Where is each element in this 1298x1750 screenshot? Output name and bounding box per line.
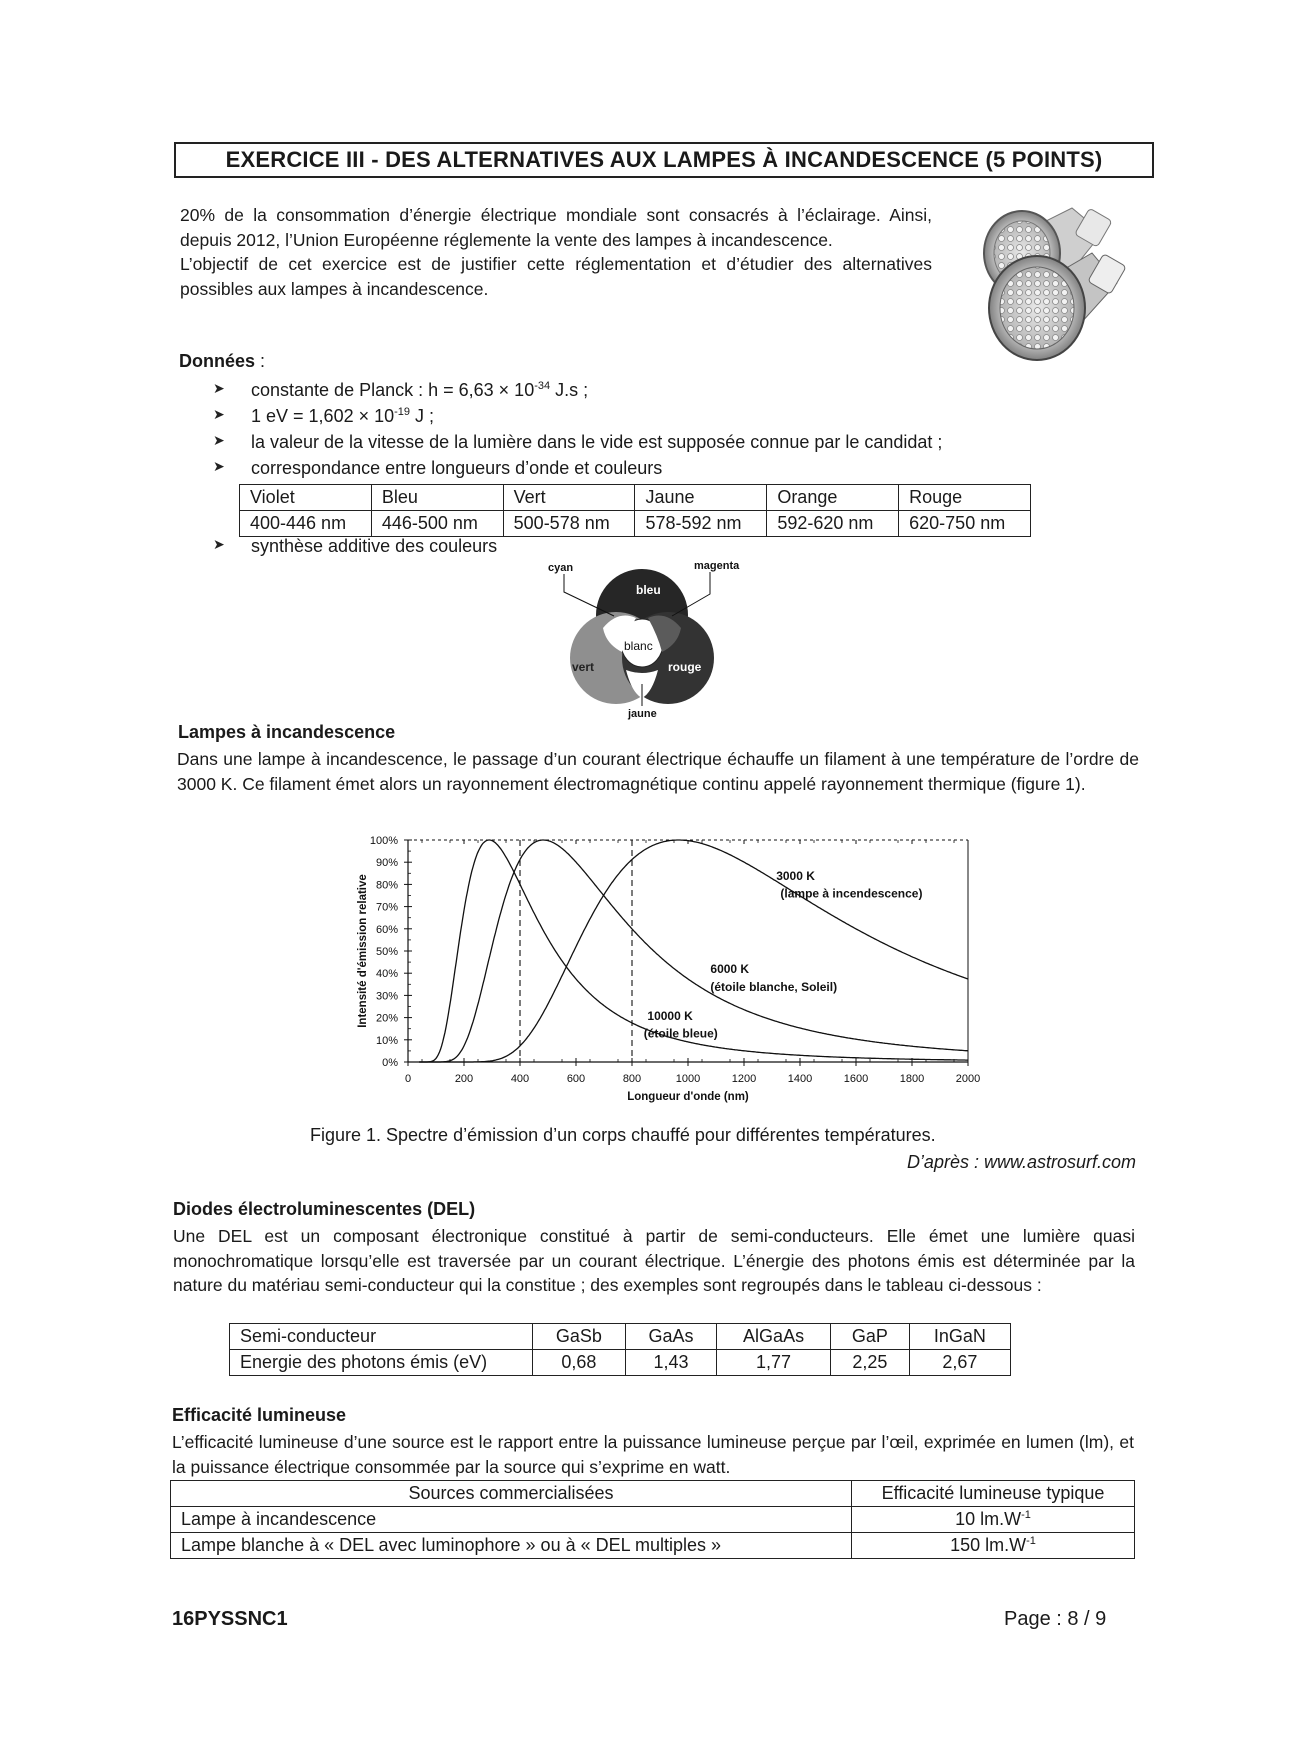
x-tick-label: 800 bbox=[622, 1073, 642, 1085]
table-cell: Lampe à incandescence bbox=[171, 1507, 852, 1533]
table-cell: GaSb bbox=[533, 1324, 626, 1350]
efficacite-text: L’efficacité lumineuse d’une source est le rapport entre la puissance lumineuse perçue par l’œil, exprimée en lumen (lm), et la puissance électrique consommée par la source qui s’exprime en watt. bbox=[172, 1432, 1134, 1477]
y-tick-label: 100% bbox=[369, 835, 398, 847]
y-axis-label: Intensité d'émission relative bbox=[357, 874, 369, 1028]
curve-sublabel: (lampe à incendescence) bbox=[780, 886, 923, 901]
table-cell: 578-592 nm bbox=[635, 511, 767, 537]
x-tick-label: 1000 bbox=[675, 1073, 701, 1085]
table-row bbox=[171, 1481, 1135, 1507]
table-cell: 1,77 bbox=[717, 1350, 831, 1376]
venn-label-rouge: rouge bbox=[668, 660, 702, 674]
table-cell: 500-578 nm bbox=[503, 511, 635, 537]
x-tick-label: 1200 bbox=[731, 1073, 757, 1085]
table-cell: 1,43 bbox=[625, 1350, 716, 1376]
arrow-bullet-icon: ➤ bbox=[213, 536, 225, 552]
curve-label: 6000 K bbox=[710, 962, 750, 977]
del-heading: Diodes électroluminescentes (DEL) bbox=[173, 1199, 476, 1219]
figure-caption: Figure 1. Spectre d’émission d’un corps chauffé pour différentes températures. bbox=[310, 1125, 936, 1145]
y-tick-label: 30% bbox=[375, 990, 398, 1003]
table-row-header: Energie des photons émis (eV) bbox=[230, 1350, 533, 1376]
donnees-heading bbox=[179, 351, 265, 372]
arrow-bullet-icon: ➤ bbox=[213, 406, 225, 422]
arrow-bullet-icon: ➤ bbox=[213, 458, 225, 474]
figure-source: D’après : www.astrosurf.com bbox=[906, 1152, 1136, 1172]
exercise-title: EXERCICE III - DES ALTERNATIVES AUX LAMPES À INCANDESCENCE (5 POINTS) bbox=[174, 142, 1154, 178]
table-cell: 2,67 bbox=[909, 1350, 1010, 1376]
intro-text bbox=[180, 203, 932, 301]
venn-label-magenta: magenta bbox=[694, 560, 740, 572]
synthese-text: synthèse additive des couleurs bbox=[251, 536, 498, 556]
table-header-sources: Sources commercialisées bbox=[171, 1481, 852, 1507]
x-tick-label: 1800 bbox=[899, 1073, 925, 1085]
y-tick-label: 70% bbox=[375, 901, 398, 914]
venn-label-vert: vert bbox=[572, 660, 595, 674]
y-tick-label: 90% bbox=[375, 857, 398, 870]
ev-unit: J ; bbox=[410, 406, 435, 426]
venn-label-cyan: cyan bbox=[548, 562, 574, 574]
additive-synthesis-diagram bbox=[540, 558, 770, 722]
incandescence-heading: Lampes à incandescence bbox=[178, 722, 396, 742]
ev-exponent: -19 bbox=[394, 406, 411, 418]
y-tick-label: 80% bbox=[375, 879, 398, 892]
table-row bbox=[171, 1533, 1135, 1559]
light-speed-text: la valeur de la vitesse de la lumière dans le vide est supposée connue par le candidat ; bbox=[251, 432, 943, 452]
chart-labels bbox=[357, 835, 980, 1103]
x-tick-label: 400 bbox=[510, 1073, 530, 1085]
color-wavelength-table bbox=[239, 484, 1031, 537]
intro-paragraph-1: 20% de la consommation d’énergie électrique mondiale sont consacrés à l’éclairage. Ainsi, depuis 2012, l’Union Européenne réglemente la vente des lampes à incandescence. bbox=[180, 205, 932, 250]
donnees-heading-label: Données bbox=[179, 351, 256, 371]
table-cell: 10 $lm.W^{-1}$ bbox=[852, 1507, 1135, 1533]
x-tick-label: 200 bbox=[454, 1073, 474, 1085]
table-cell: Lampe blanche à « DEL avec luminophore » ou à « DEL multiples » bbox=[171, 1533, 852, 1559]
donnees-heading-colon: : bbox=[255, 351, 266, 371]
table-cell: Orange bbox=[767, 485, 899, 511]
table-row bbox=[240, 511, 1031, 537]
planck-exponent: -34 bbox=[534, 380, 551, 392]
arrow-bullet-icon: ➤ bbox=[213, 432, 225, 448]
table-row bbox=[171, 1507, 1135, 1533]
table-cell: Vert bbox=[503, 485, 635, 511]
planck-unit: J.s ; bbox=[550, 380, 589, 400]
table-cell: 400-446 nm bbox=[240, 511, 372, 537]
table-cell: 592-620 nm bbox=[767, 511, 899, 537]
y-tick-label: 20% bbox=[375, 1012, 398, 1025]
table-cell: 150 $lm.W^{-1}$ bbox=[852, 1533, 1135, 1559]
table-cell: AlGaAs bbox=[717, 1324, 831, 1350]
x-tick-label: 1400 bbox=[787, 1073, 813, 1085]
table-cell: Rouge bbox=[899, 485, 1031, 511]
planck-text: constante de Planck : h = 6,63 × 10 bbox=[251, 380, 535, 400]
curve-sublabel: (étoile bleue) bbox=[643, 1026, 718, 1041]
table-row bbox=[230, 1324, 1011, 1350]
table-cell: 620-750 nm bbox=[899, 511, 1031, 537]
venn-label-bleu: bleu bbox=[636, 583, 661, 597]
footer-page: Page : 8 / 9 bbox=[1004, 1608, 1107, 1630]
x-tick-label: 600 bbox=[566, 1073, 586, 1085]
x-axis-label: Longueur d'onde (nm) bbox=[627, 1091, 749, 1103]
footer-code: 16PYSSNC1 bbox=[172, 1608, 288, 1630]
table-cell: Jaune bbox=[635, 485, 767, 511]
table-cell: Bleu bbox=[371, 485, 503, 511]
table-cell: Violet bbox=[240, 485, 372, 511]
venn-label-jaune: jaune bbox=[628, 708, 657, 720]
y-tick-label: 50% bbox=[375, 946, 398, 958]
y-tick-label: 60% bbox=[375, 923, 398, 936]
table-row-header: Semi-conducteur bbox=[230, 1324, 533, 1350]
table-row bbox=[230, 1350, 1011, 1376]
intro-paragraph-2: L’objectif de cet exercice est de justifier cette réglementation et d’étudier des alternatives possibles aux lampes à incandescence. bbox=[180, 254, 932, 299]
x-tick-label: 2000 bbox=[955, 1073, 981, 1085]
table-cell: GaAs bbox=[625, 1324, 716, 1350]
venn-label-blanc: blanc bbox=[624, 639, 653, 653]
arrow-bullet-icon: ➤ bbox=[213, 380, 225, 396]
table-cell: GaP bbox=[830, 1324, 909, 1350]
y-tick-label: 10% bbox=[375, 1034, 398, 1047]
curve-label: 10000 K bbox=[647, 1008, 693, 1023]
semiconductor-table bbox=[229, 1323, 1011, 1376]
table-header-efficacite: Efficacité lumineuse typique bbox=[852, 1481, 1135, 1507]
table-cell: 2,25 bbox=[830, 1350, 909, 1376]
x-tick-label: 1600 bbox=[843, 1073, 869, 1085]
emission-spectrum-chart bbox=[330, 828, 1000, 1118]
y-tick-label: 40% bbox=[375, 968, 398, 981]
table-cell: 0,68 bbox=[533, 1350, 626, 1376]
del-text: Une DEL est un composant électronique constitué à partir de semi-conducteurs. Elle émet une lumière quasi monochromatique lorsqu’elle est traversée par un courant électrique. L’énergie des photons émis est déterminée par la nature du matériau semi-conducteur qui la constitue ; des exemples sont regroupés dans le tableau ci-dessous : bbox=[173, 1226, 1135, 1295]
curve-sublabel: (étoile blanche, Soleil) bbox=[710, 979, 838, 994]
curve-label: 3000 K bbox=[776, 868, 815, 883]
correspondance-text: correspondance entre longueurs d’onde et couleurs bbox=[251, 458, 663, 478]
table-cell: InGaN bbox=[909, 1324, 1010, 1350]
y-tick-label: 0% bbox=[382, 1057, 398, 1069]
incandescence-text: Dans une lampe à incandescence, le passage d’un courant électrique échauffe un filament à une température de l’ordre de 3000 K. Ce filament émet alors un rayonnement électromagnétique continu appelé rayonnement thermique (figure 1). bbox=[177, 749, 1139, 794]
table-row bbox=[240, 485, 1031, 511]
ev-text: 1 eV = 1,602 × 10 bbox=[251, 406, 395, 426]
efficacite-table bbox=[170, 1480, 1135, 1559]
led-bulbs-image bbox=[952, 198, 1132, 378]
x-tick-label: 0 bbox=[404, 1073, 412, 1085]
efficacite-heading: Efficacité lumineuse bbox=[172, 1405, 347, 1425]
table-cell: 446-500 nm bbox=[371, 511, 503, 537]
